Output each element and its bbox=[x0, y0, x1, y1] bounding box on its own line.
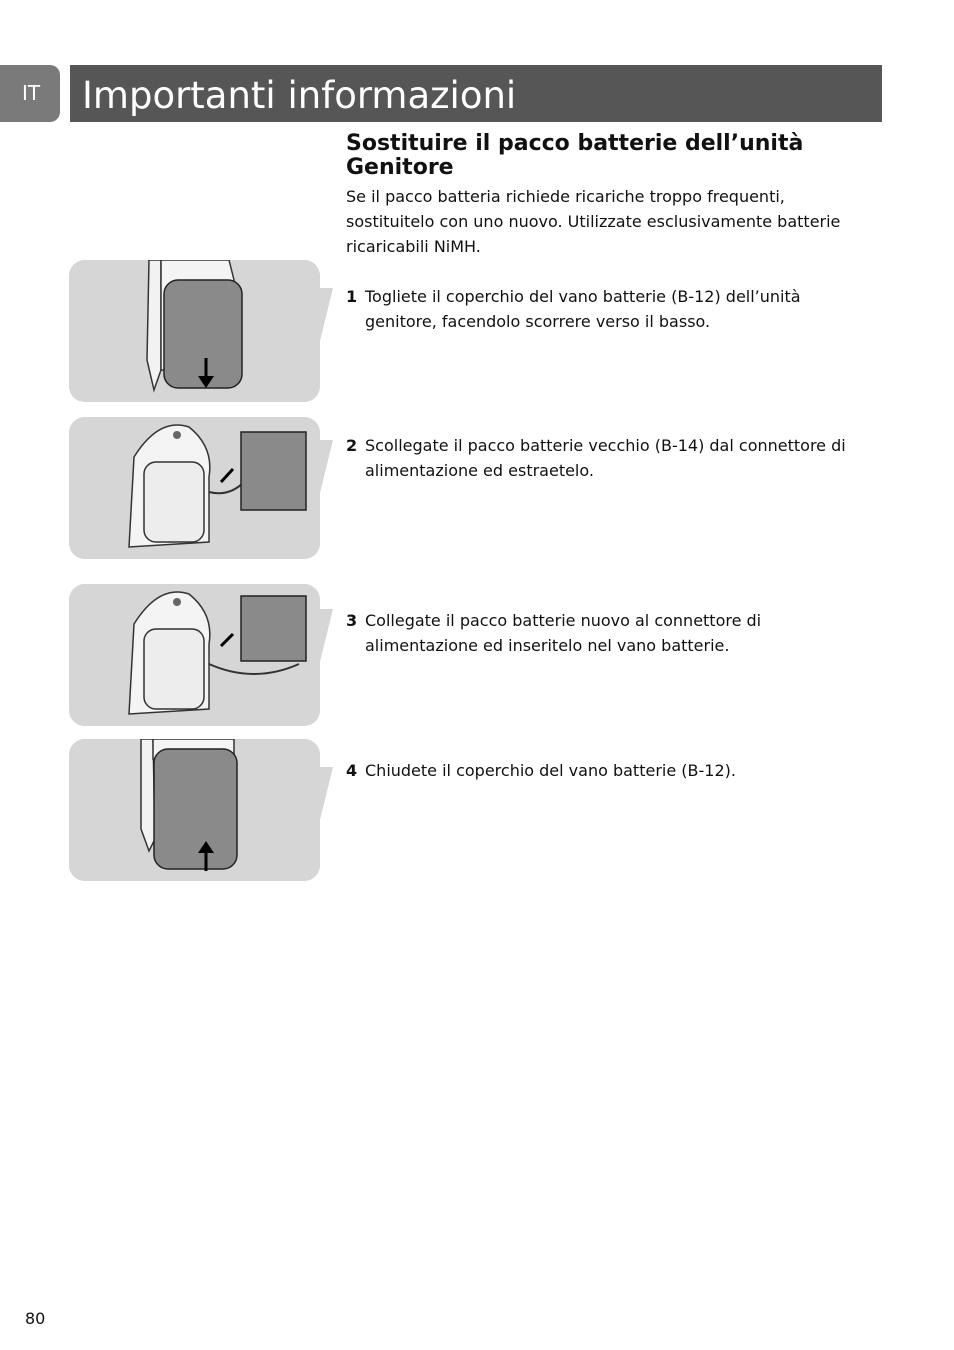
pointer-arrow-2 bbox=[317, 435, 335, 585]
step-text: Togliete il coperchio del vano batterie (B-12) dell’unità genitore, facendolo scorrere verso il basso. bbox=[365, 287, 801, 331]
step-4 bbox=[346, 758, 876, 783]
illustration-disconnect-battery bbox=[69, 417, 320, 559]
step-number: 2 bbox=[346, 436, 358, 455]
pointer-arrow-4 bbox=[317, 762, 335, 912]
header-bar bbox=[70, 65, 882, 122]
intro-paragraph: Se il pacco batteria richiede ricariche troppo frequenti, sostituitelo con uno nuovo. Utilizzate esclusivamente batterie ricaricabili NiMH. bbox=[346, 187, 841, 256]
step-2 bbox=[346, 433, 876, 483]
pointer-arrow-1 bbox=[317, 283, 335, 433]
step-number: 1 bbox=[346, 287, 358, 306]
illustration-connect-new-battery bbox=[69, 584, 320, 726]
step-number: 3 bbox=[346, 611, 358, 630]
pointer-arrow-3 bbox=[317, 604, 335, 754]
step-text: Scollegate il pacco batterie vecchio (B-14) dal connettore di alimentazione ed estraetelo. bbox=[365, 436, 846, 480]
step-text: Chiudete il coperchio del vano batterie (B-12). bbox=[365, 761, 736, 780]
step-text: Collegate il pacco batterie nuovo al connettore di alimentazione ed inseritelo nel vano batterie. bbox=[365, 611, 762, 655]
illustration-remove-cover bbox=[69, 260, 320, 402]
step-3 bbox=[346, 608, 876, 658]
step-number: 4 bbox=[346, 761, 358, 780]
page-title: Importanti informazioni bbox=[82, 74, 517, 117]
illustration-close-cover bbox=[69, 739, 320, 881]
step-1 bbox=[346, 284, 876, 334]
page-number: 80 bbox=[25, 1309, 46, 1328]
section-title: Sostituire il pacco batterie dell’unità Genitore bbox=[346, 131, 804, 180]
language-tab: IT bbox=[0, 65, 60, 122]
